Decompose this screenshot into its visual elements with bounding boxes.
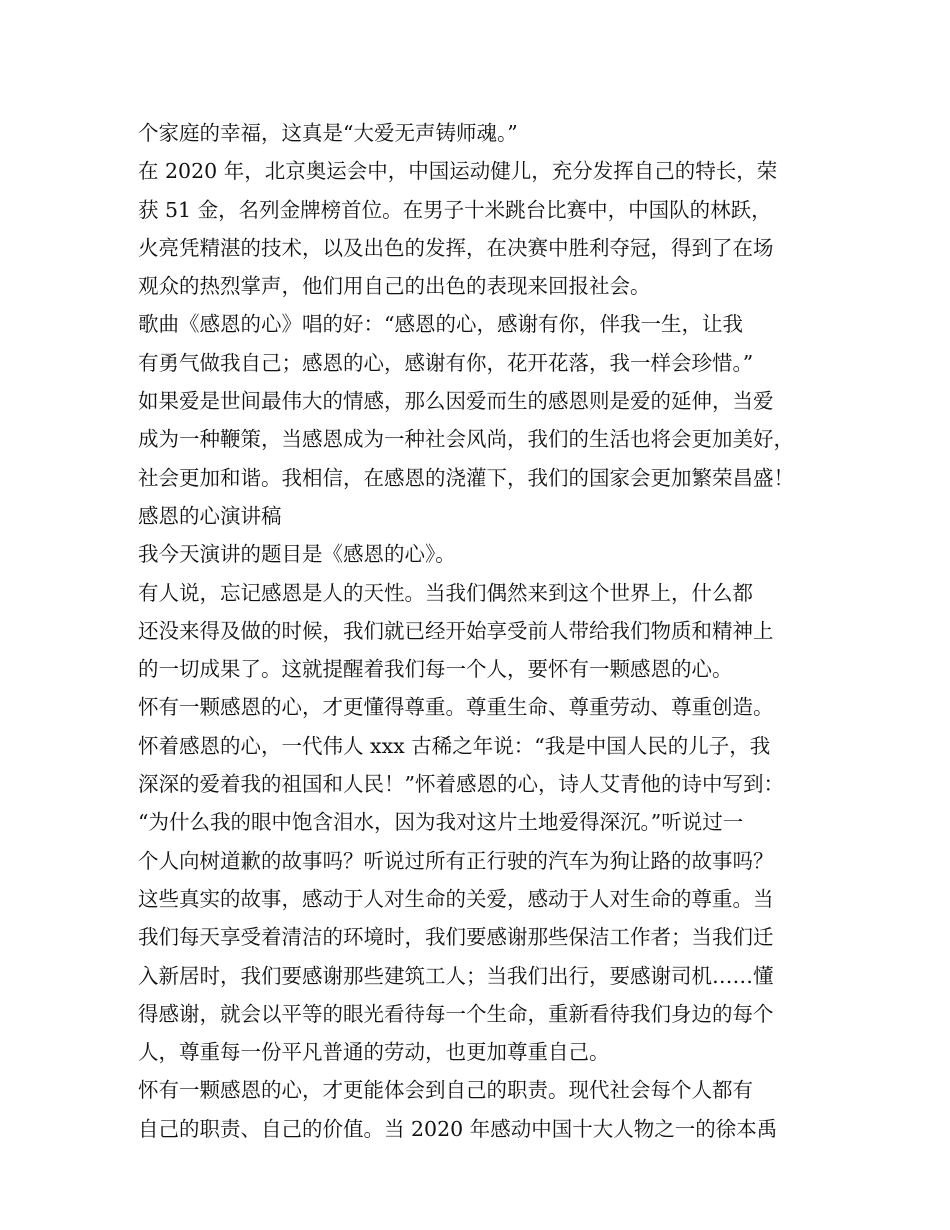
text-line: 自己的职责、自己的价值。当 2020 年感动中国十大人物之一的徐本禹 [138,1116,778,1141]
text-line: 入新居时，我们要感谢那些建筑工人；当我们出行，要感谢司机……懂 [138,963,774,988]
text-line: “为什么我的眼中饱含泪水，因为我对这片土地爱得深沉。”听说过一 [138,810,744,835]
text-line: 怀着感恩的心，一代伟人 xxx 古稀之年说：“我是中国人民的儿子，我 [138,733,771,758]
text-line: 获 51 金，名列金牌榜首位。在男子十米跳台比赛中，中国队的林跃， [138,197,772,222]
text-line: 怀有一颗感恩的心，才更能体会到自己的职责。现代社会每个人都有 [138,1078,753,1103]
text-line: 火亮凭精湛的技术，以及出色的发挥，在决赛中胜利夺冠，得到了在场 [138,235,774,260]
text-line: 观众的热烈掌声，他们用自己的出色的表现来回报社会。 [138,274,651,299]
text-line: 个人向树道歉的故事吗？听说过所有正行驶的汽车为狗让路的故事吗？ [138,848,774,873]
text-line: 如果爱是世间最伟大的情感，那么因爱而生的感恩则是爱的延伸，当爱 [138,389,774,414]
text-line: 还没来得及做的时候，我们就已经开始享受前人带给我们物质和精神上 [138,618,774,643]
text-line: 社会更加和谐。我相信，在感恩的浇灌下，我们的国家会更加繁荣昌盛！ [138,465,794,490]
text-line: 的一切成果了。这就提醒着我们每一个人，要怀有一颗感恩的心。 [138,657,733,682]
document-body [138,114,828,1148]
text-line: 有人说，忘记感恩是人的天性。当我们偶然来到这个世界上，什么都 [138,580,753,605]
text-line: 歌曲《感恩的心》唱的好：“感恩的心，感谢有你，伴我一生，让我 [138,312,743,337]
text-line: 人，尊重每一份平凡普通的劳动，也更加尊重自己。 [138,1040,610,1065]
text-line: 我们每天享受着清洁的环境时，我们要感谢那些保洁工作者；当我们迁 [138,925,774,950]
text-line: 我今天演讲的题目是《感恩的心》。 [138,542,456,567]
section-title: 感恩的心演讲稿 [138,503,282,528]
text-line: 得感谢，就会以平等的眼光看待每一个生命，重新看待我们身边的每个 [138,1001,774,1026]
text-line: 这些真实的故事，感动于人对生命的关爱，感动于人对生命的尊重。当 [138,886,774,911]
text-line: 有勇气做我自己；感恩的心，感谢有你，花开花落，我一样会珍惜。” [138,350,754,375]
text-line: 在 2020 年，北京奥运会中，中国运动健儿，充分发挥自己的特长，荣 [138,159,778,184]
text-line: 个家庭的幸福，这真是“大爱无声铸师魂。” [138,121,518,145]
text-line: 成为一种鞭策，当感恩成为一种社会风尚，我们的生活也将会更加美好， [138,427,794,452]
text-line: 深深的爱着我的祖国和人民！”怀着感恩的心，诗人艾青他的诗中写到： [138,772,784,797]
text-line: 怀有一颗感恩的心，才更懂得尊重。尊重生命、尊重劳动、尊重创造。 [138,695,774,720]
